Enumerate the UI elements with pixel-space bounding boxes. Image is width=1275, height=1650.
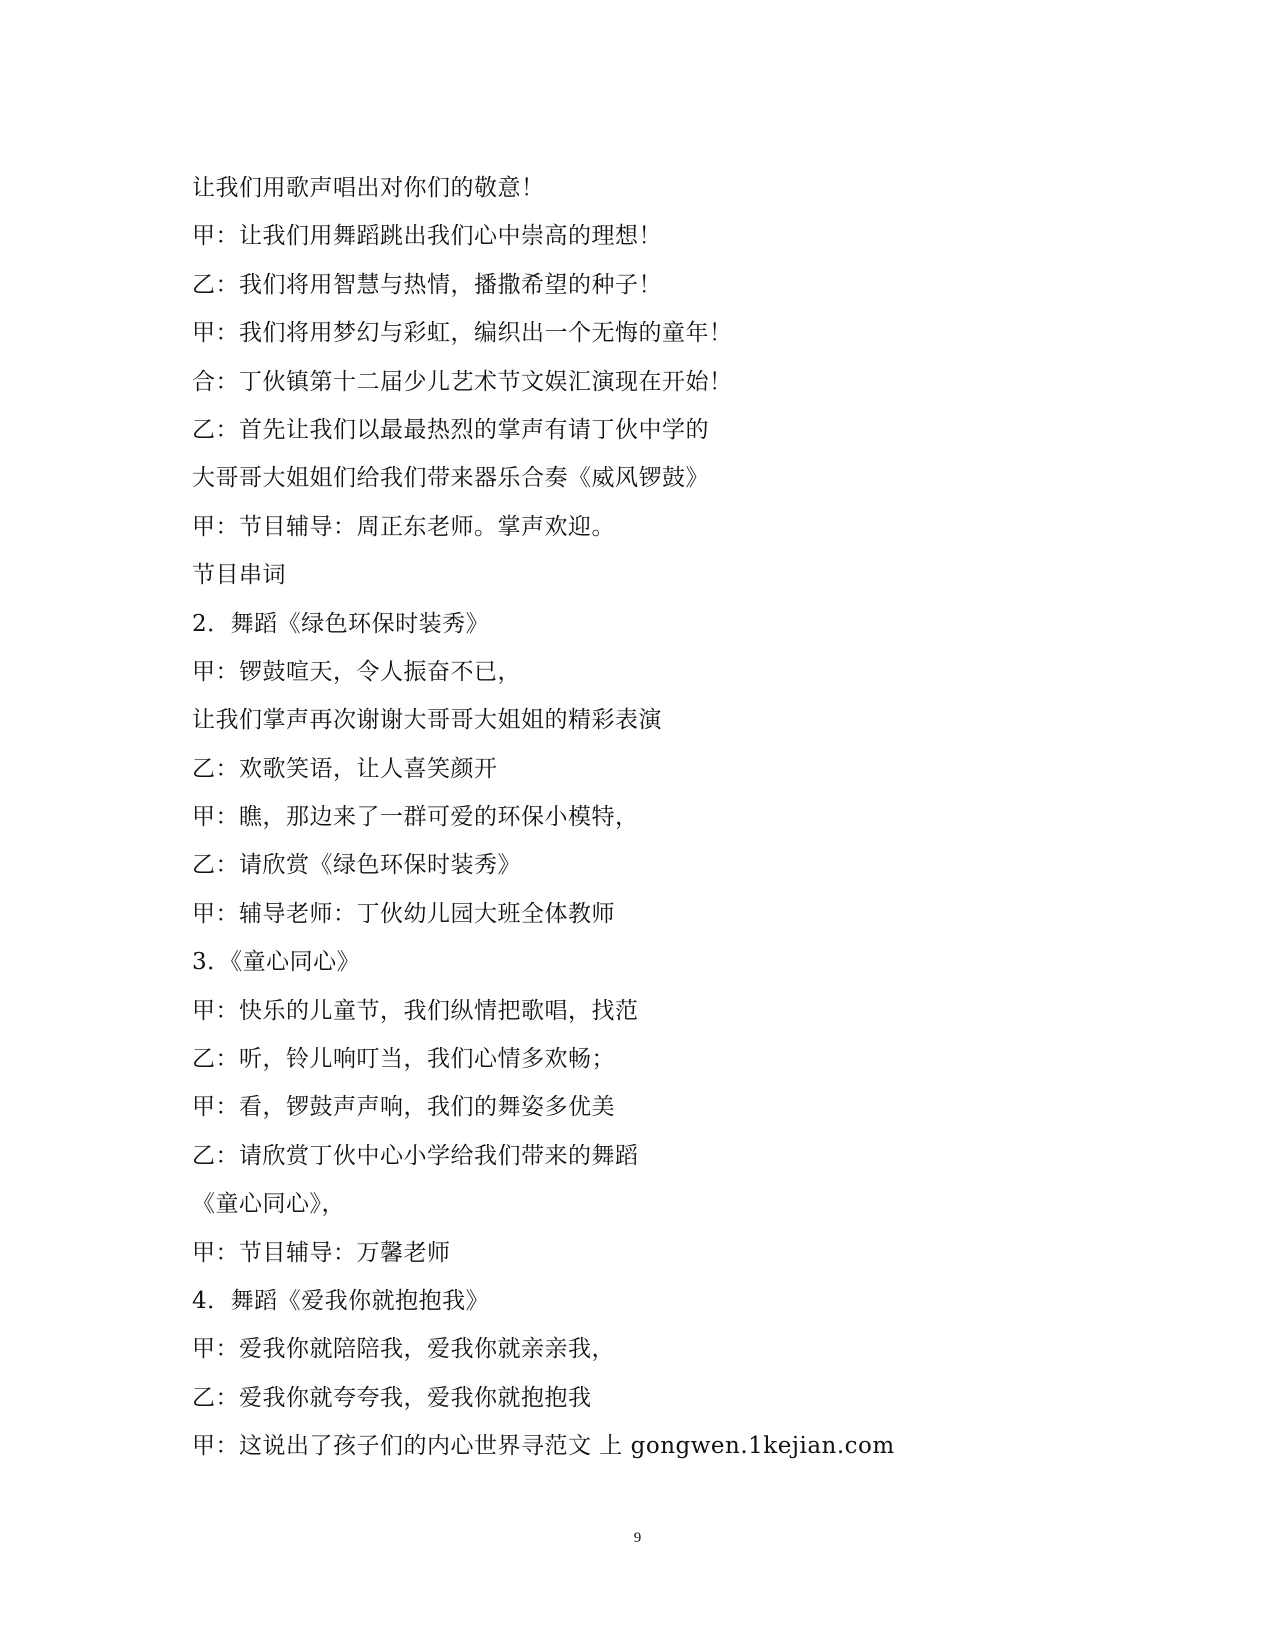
text-line: 甲：节目辅导：周正东老师。掌声欢迎。 [192,513,615,540]
text-line: 乙：爱我你就夸夸我，爱我你就抱抱我 [192,1384,592,1411]
text-line: 甲：快乐的儿童节，我们纵情把歌唱，找范 [192,997,639,1024]
text-line: 甲：这说出了孩子们的内心世界寻范文 上 gongwen.1kejian.com [192,1433,895,1460]
text-line: 甲：节目辅导：万馨老师 [192,1239,451,1266]
text-line: 乙：请欣赏丁伙中心小学给我们带来的舞蹈 [192,1142,639,1169]
text-line: 甲：锣鼓喧天，令人振奋不已， [192,658,521,685]
text-line: 甲：我们将用梦幻与彩虹，编织出一个无悔的童年！ [192,320,733,347]
program-item-title: 4．舞蹈《爱我你就抱抱我》 [192,1287,490,1314]
text-line: 乙：听，铃儿响叮当，我们心情多欢畅； [192,1046,615,1073]
text-line: 乙：首先让我们以最最热烈的掌声有请丁伙中学的 [192,416,709,443]
text-line: 合：丁伙镇第十二届少儿艺术节文娱汇演现在开始！ [192,368,733,395]
text-line: 甲：看，锣鼓声声响，我们的舞姿多优美 [192,1094,615,1121]
text-line: 让我们用歌声唱出对你们的敬意！ [192,175,545,201]
text-line: 甲：让我们用舞蹈跳出我们心中崇高的理想！ [192,223,662,250]
program-item-title: 2．舞蹈《绿色环保时装秀》 [192,610,490,637]
text-line: 乙：欢歌笑语，让人喜笑颜开 [192,755,498,782]
page-number: 9 [633,1530,642,1546]
text-line: 乙：请欣赏《绿色环保时装秀》 [192,852,521,879]
text-line: 大哥哥大姐姐们给我们带来器乐合奏《威风锣鼓》 [192,465,709,492]
text-line: 甲：瞧，那边来了一群可爱的环保小模特， [192,804,639,831]
section-heading: 节目串词 [192,562,286,589]
text-line: 《童心同心》， [192,1191,345,1218]
document-body [192,164,1092,1471]
program-item-title: 3．《童心同心》 [192,949,361,976]
text-line: 让我们掌声再次谢谢大哥哥大姐姐的精彩表演 [192,707,662,734]
text-line: 乙：我们将用智慧与热情，播撒希望的种子！ [192,271,662,298]
text-line: 甲：辅导老师：丁伙幼儿园大班全体教师 [192,900,615,927]
text-line: 甲：爱我你就陪陪我，爱我你就亲亲我， [192,1336,615,1363]
